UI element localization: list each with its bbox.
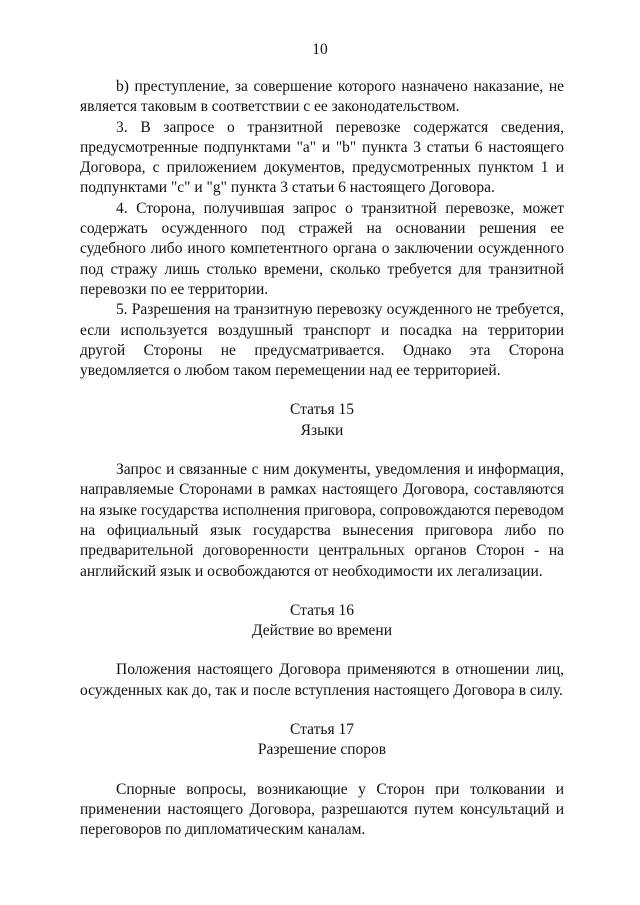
paragraph-3: 3. В запросе о транзитной перевозке содержатся сведения, предусмотренные подпунктами "a" и "b" пункта 3 статьи 6 настоящего Договора, с приложением документов, предусмотренных пунктом 1 и подпунктами "c" и "g" пункта 3 статьи 6 настоящего Договора. [80,118,564,197]
article-15-number: Статья 15 [290,401,354,419]
article-17-text: Спорные вопросы, возникающие у Сторон при толковании и применении настоящего Договора, разрешаются путем консультаций и переговоров по дипломатическим каналам. [80,780,564,839]
article-15-text: Запрос и связанные с ним документы, уведомления и информация, направляемые Сторонами в рамках настоящего Договора, составляются на языке государства исполнения приговора, сопровождаются переводом на официальный язык государства вынесения приговора либо по предварительной договоренности центральных органов Сторон - на английский язык и освобождаются от необходимости их легализации. [80,461,564,580]
article-15-heading [80,400,564,441]
article-17-title: Разрешение споров [257,741,387,759]
document-body [80,77,564,841]
article-16-number: Статья 16 [290,601,354,619]
article-15-title: Языки [300,421,344,439]
page-number: 10 [312,41,328,58]
article-16-title: Действие во времени [251,622,393,640]
article-17-heading [80,720,564,761]
paragraph-5: 5. Разрешения на транзитную перевозку осужденного не требуется, если используется воздушный транспорт и посадка на территории другой Стороны не предусматривается. Однако эта Сторона уведомляется о любом таком перемещении над ее территорией. [80,301,564,380]
paragraph-4: 4. Сторона, получившая запрос о транзитной перевозке, может содержать осужденного под стражей на основании решения ее судебного либо иного компетентного органа о заключении осужденного под стражу лишь столько времени, сколько требуется для транзитной перевозки по ее территории. [80,199,564,298]
article-17-number: Статья 17 [290,721,354,739]
article-16-text: Положения настоящего Договора применяются в отношении лиц, осужденных как до, так и после вступления настоящего Договора в силу. [80,661,564,699]
article-16-heading [80,601,564,642]
paragraph-b: b) преступление, за совершение которого назначено наказание, не является таковым в соответствии с ее законодательством. [80,78,564,116]
